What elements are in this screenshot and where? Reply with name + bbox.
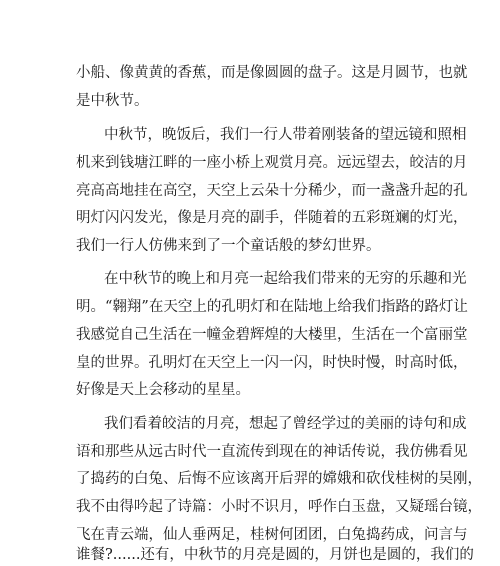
text-line: 飞在青云端，仙人垂两足，桂树何团团，白兔捣药成，问言与 [76, 527, 468, 543]
text-line: 谁餐?......还有，中秋节的月亮是圆的，月饼也是圆的，我们的 [76, 547, 474, 563]
text-line: 明灯闪闪发光，像是月亮的副手，伴随着的五彩斑斓的灯光， [76, 210, 468, 226]
text-line: 好像是天上会移动的星星。 [76, 382, 250, 398]
text-line: 语和那些从远古时代一直流传到现在的神话传说，我仿佛看见 [76, 444, 468, 460]
text-line: 明。“翱翔”在天空上的孔明灯和在陆地上给我们指路的路灯让 [76, 299, 468, 315]
text-line: 是中秋节。 [76, 93, 149, 109]
text-line: 皇的世界。孔明灯在天空上一闪一闪，时快时慢，时高时低， [76, 355, 468, 371]
text-line: 亮高高地挂在高空，天空上云朵十分稀少，而一盏盏升起的孔 [76, 183, 468, 199]
text-line: 机来到钱塘江畔的一座小桥上观赏月亮。远远望去，皎洁的月 [76, 155, 468, 171]
text-line: 我们看着皎洁的月亮，想起了曾经学过的美丽的诗句和成 [104, 416, 467, 432]
text-line: 我们一行人仿佛来到了一个童话般的梦幻世界。 [76, 238, 381, 254]
text-line: 我不由得吟起了诗篇：小时不识月，呼作白玉盘，又疑瑶台镜， [76, 499, 482, 515]
text-line: 在中秋节的晚上和月亮一起给我们带来的无穷的乐趣和光 [104, 271, 467, 287]
text-line: 中秋节，晚饭后，我们一行人带着刚装备的望远镜和照相 [104, 127, 467, 143]
text-line: 我感觉自己生活在一幢金碧辉煌的大楼里，生活在一个富丽堂 [76, 327, 468, 343]
text-line: 小船、像黄黄的香蕉，而是像圆圆的盘子。这是月圆节，也就 [76, 65, 468, 81]
text-line: 了捣药的白兔、后悔不应该离开后羿的嫦娥和砍伐桂树的吴刚， [76, 471, 482, 487]
